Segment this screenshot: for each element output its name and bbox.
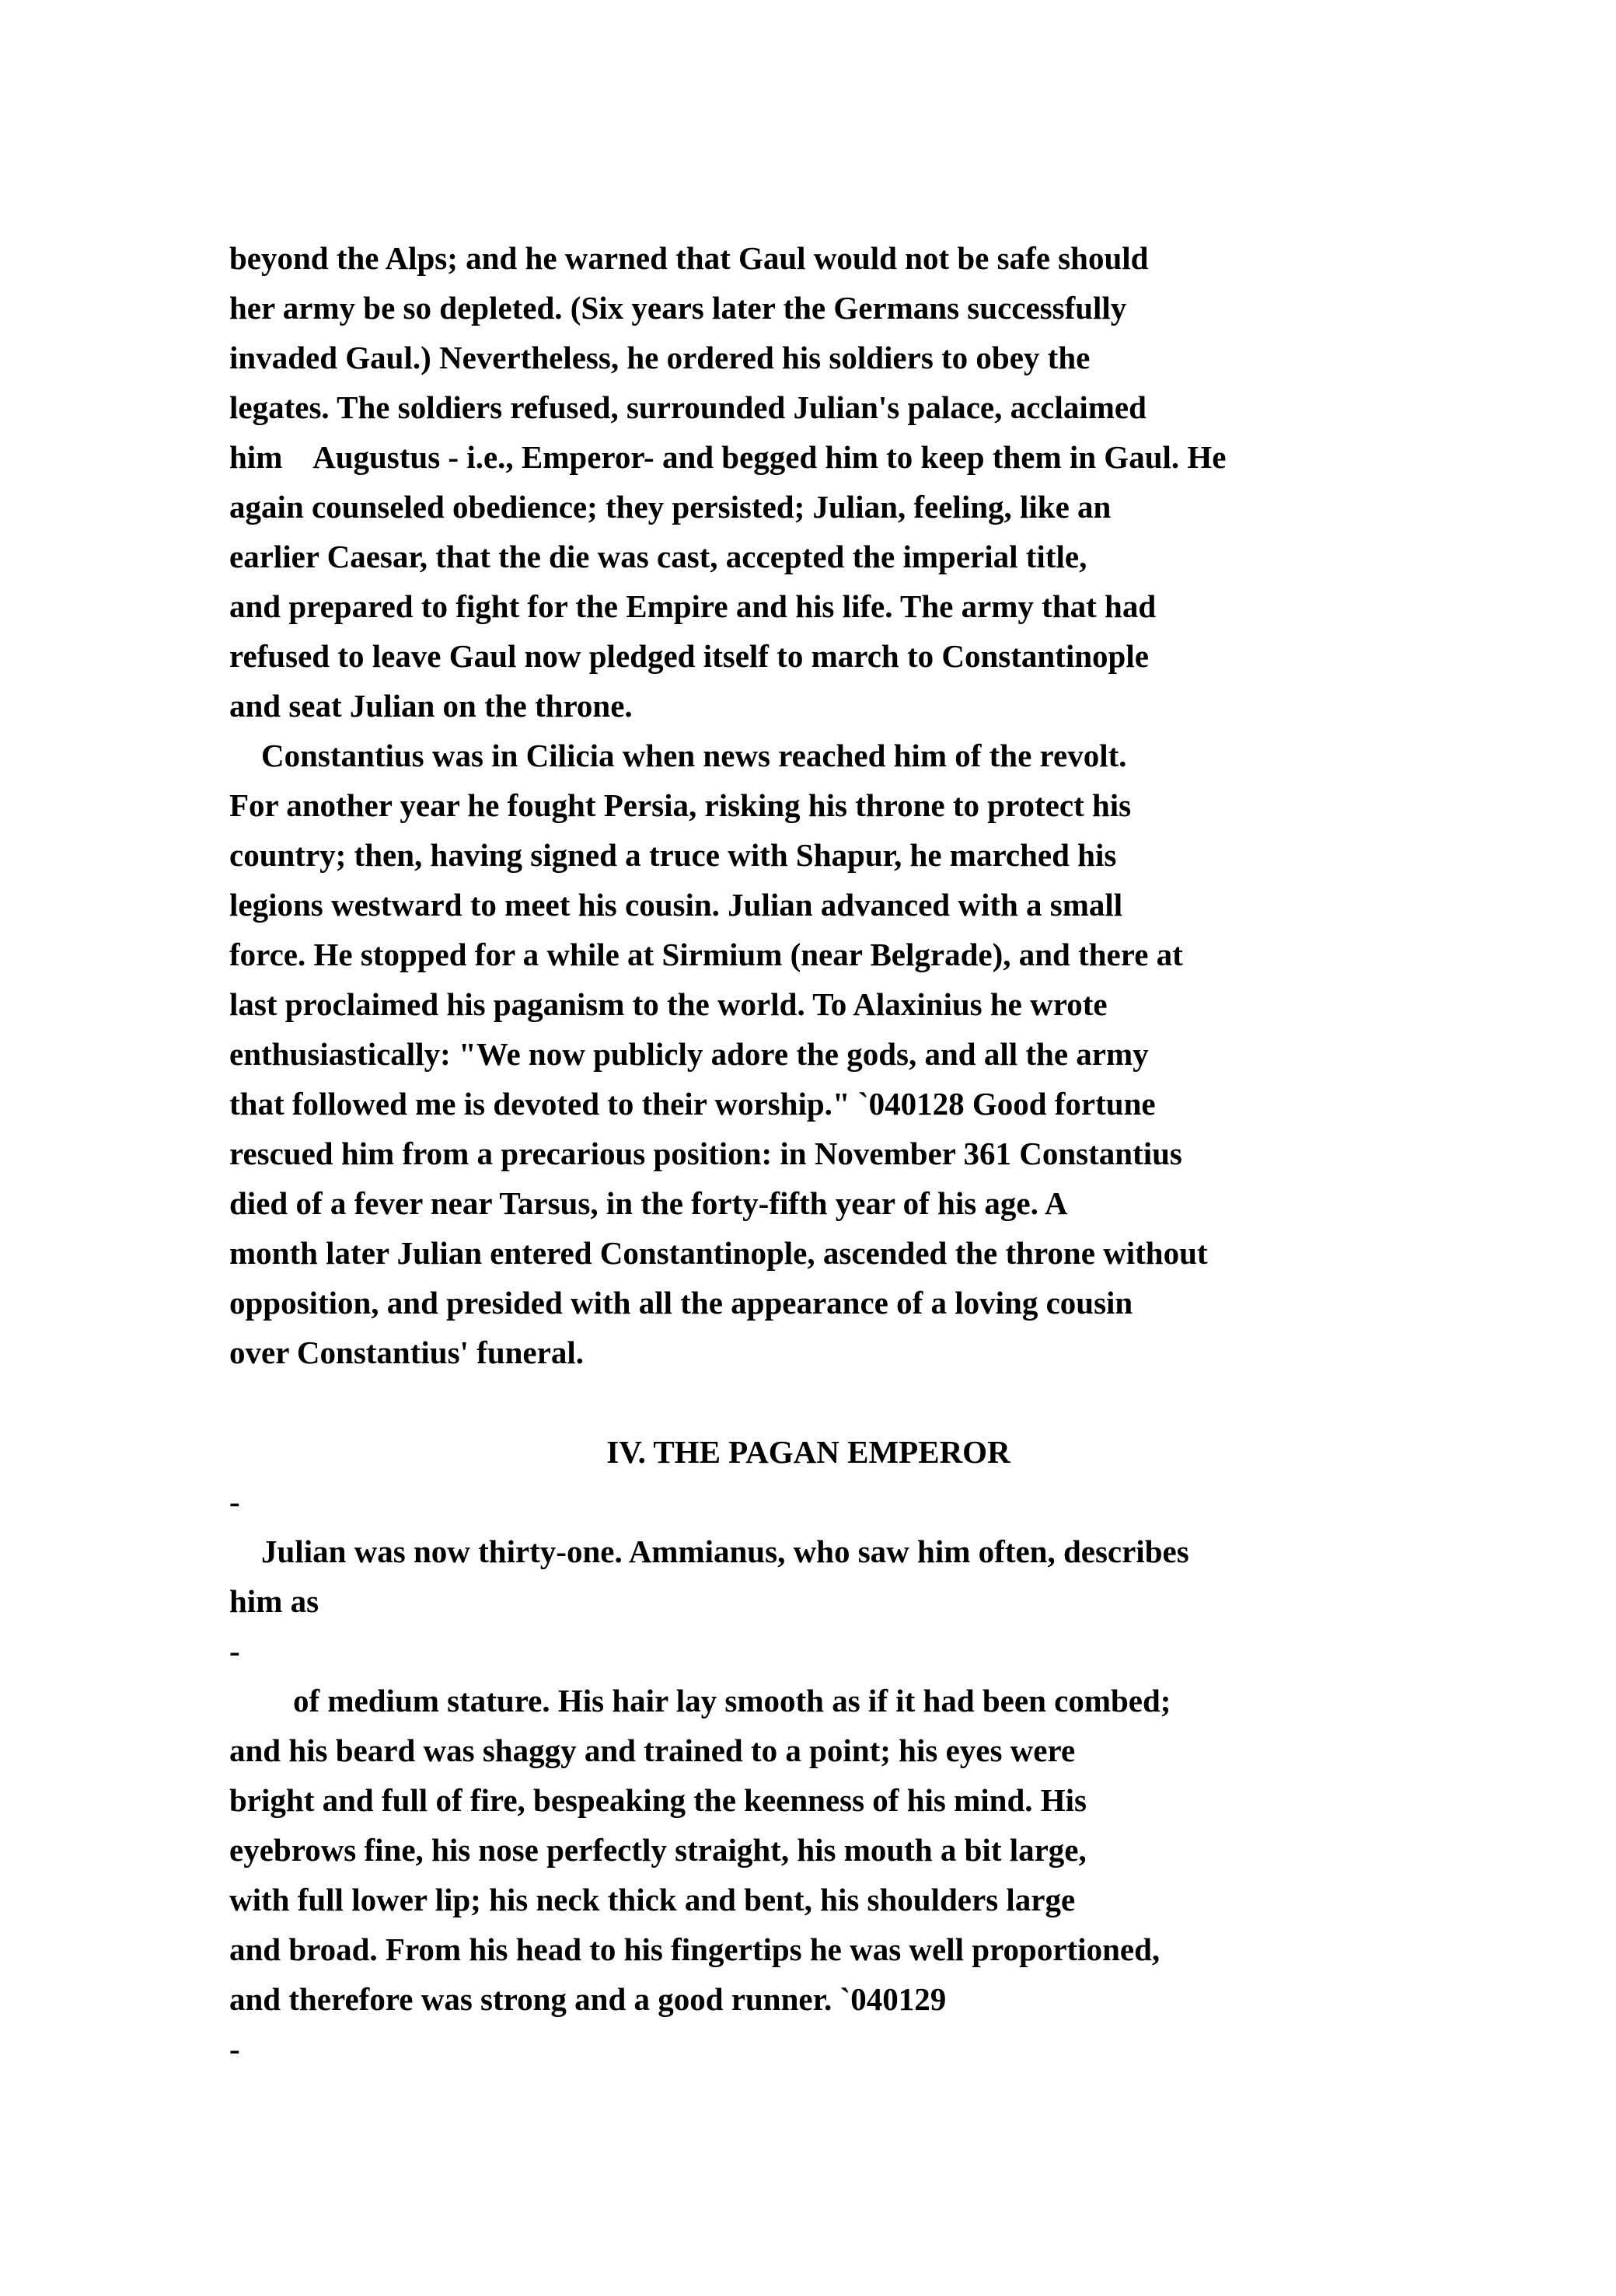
text-line: - — [229, 1484, 240, 1520]
text-line: again counseled obedience; they persisted; Julian, feeling, like an — [229, 489, 1112, 525]
paragraph — [229, 1527, 1387, 1626]
text-line: beyond the Alps; and he warned that Gaul would not be safe should — [229, 240, 1149, 276]
text-line: refused to leave Gaul now pledged itself to march to Constantinople — [229, 638, 1149, 674]
text-line: month later Julian entered Constantinople, ascended the throne without — [229, 1235, 1208, 1271]
text-line: Constantius was in Cilicia when news reached him of the revolt. — [229, 738, 1127, 773]
text-line: her army be so depleted. (Six years later the Germans successfully — [229, 290, 1127, 326]
heading-line: IV. THE PAGAN EMPEROR — [606, 1434, 1010, 1470]
text-line: opposition, and presided with all the appearance of a loving cousin — [229, 1285, 1133, 1321]
text-line: and seat Julian on the throne. — [229, 688, 633, 724]
text-line: eyebrows fine, his nose perfectly straight, his mouth a bit large, — [229, 1832, 1087, 1868]
text-line: Julian was now thirty-one. Ammianus, who saw him often, describes — [229, 1534, 1189, 1569]
text-content — [229, 233, 1387, 2074]
text-line: bright and full of fire, bespeaking the keenness of his mind. His — [229, 1782, 1087, 1818]
text-line: earlier Caesar, that the die was cast, accepted the imperial title, — [229, 539, 1087, 574]
text-line: him Augustus - i.e., Emperor- and begged him to keep them in Gaul. He — [229, 439, 1227, 475]
text-line: country; then, having signed a truce with Shapur, he marched his — [229, 837, 1117, 873]
text-line: force. He stopped for a while at Sirmium (near Belgrade), and there at — [229, 937, 1183, 972]
text-line: died of a fever near Tarsus, in the forty-fifth year of his age. A — [229, 1185, 1068, 1221]
text-line: and therefore was strong and a good runner. `040129 — [229, 1981, 947, 2017]
text-line: over Constantius' funeral. — [229, 1335, 584, 1370]
text-line: last proclaimed his paganism to the world. To Alaxinius he wrote — [229, 986, 1108, 1022]
text-line: invaded Gaul.) Nevertheless, he ordered his soldiers to obey the — [229, 340, 1091, 375]
section-heading — [229, 1427, 1387, 1477]
text-line: that followed me is devoted to their worship." `040128 Good fortune — [229, 1086, 1156, 1122]
text-line: legions westward to meet his cousin. Julian advanced with a small — [229, 887, 1123, 923]
text-line: - — [229, 1633, 240, 1669]
text-line: enthusiastically: "We now publicly adore the gods, and all the army — [229, 1036, 1149, 1072]
paragraph — [229, 1626, 1387, 1676]
text-line: with full lower lip; his neck thick and bent, his shoulders large — [229, 1882, 1076, 1917]
text-line: - — [229, 2031, 240, 2067]
text-line: For another year he fought Persia, risking his throne to protect his — [229, 787, 1132, 823]
paragraph — [229, 1477, 1387, 1527]
text-line: and prepared to fight for the Empire and his life. The army that had — [229, 588, 1157, 624]
text-line: and broad. From his head to his fingertips he was well proportioned, — [229, 1931, 1161, 1967]
text-line: him as — [229, 1583, 319, 1619]
text-line: and his beard was shaggy and trained to a point; his eyes were — [229, 1732, 1076, 1768]
paragraph — [229, 731, 1387, 1377]
paragraph — [229, 1676, 1387, 2024]
text-line: of medium stature. His hair lay smooth as if it had been combed; — [229, 1683, 1171, 1719]
text-line: legates. The soldiers refused, surrounded Julian's palace, acclaimed — [229, 389, 1147, 425]
blank-line — [229, 1377, 1387, 1427]
paragraph — [229, 2024, 1387, 2074]
paragraph — [229, 233, 1387, 731]
text-line: rescued him from a precarious position: in November 361 Constantius — [229, 1136, 1182, 1171]
